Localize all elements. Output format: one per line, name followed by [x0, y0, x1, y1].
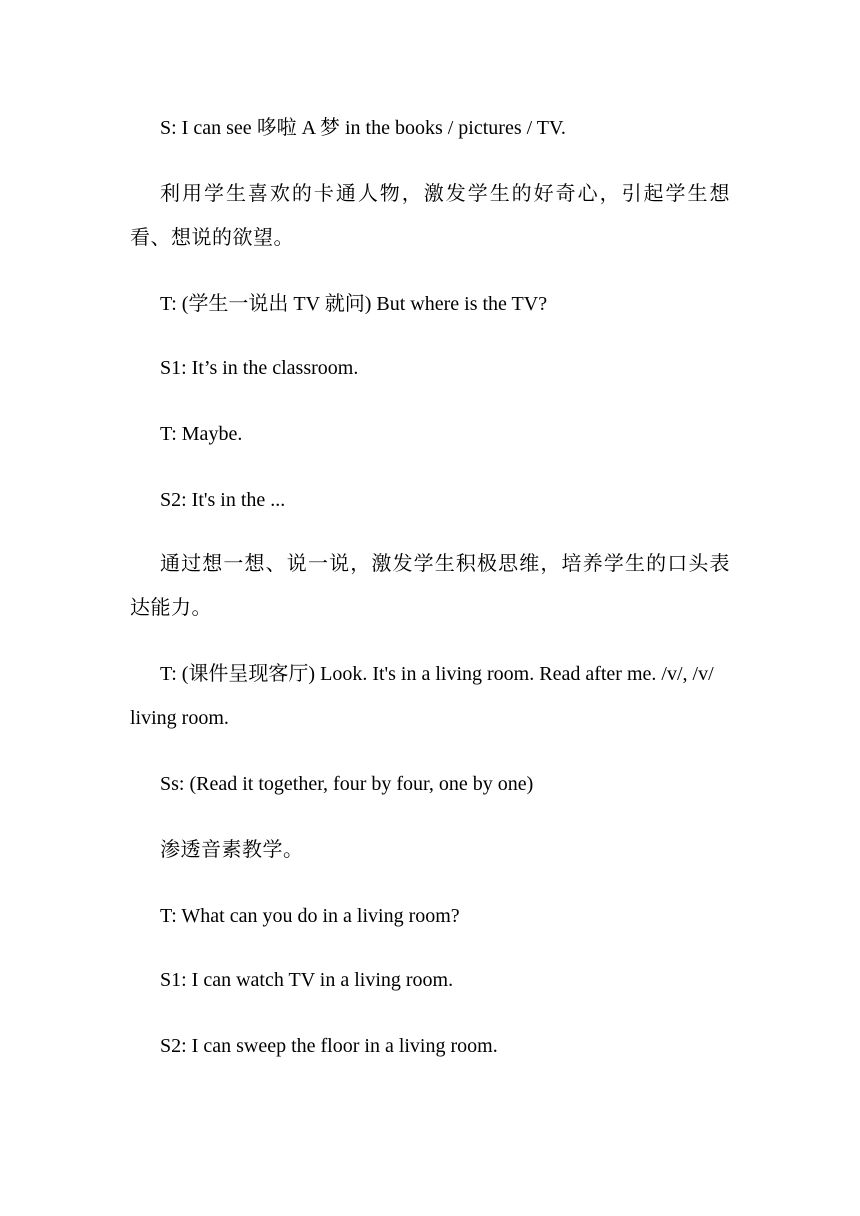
paragraph-5: T: Maybe. [160, 423, 243, 445]
paragraph-6: S2: It's in the ... [160, 489, 286, 511]
paragraph-8: T: (课件呈现客厅) Look. It's in a living room. Read after me. /v/, /v/ living room. [130, 663, 714, 729]
paragraph-9: Ss: (Read it together, four by four, one by one) [160, 773, 534, 795]
paragraph-13: S2: I can sweep the floor in a living room. [160, 1035, 498, 1057]
paragraph-1: S: I can see 哆啦 A 梦 in the books / pictures / TV. [160, 117, 566, 139]
paragraph-10: 渗透音素教学。 [160, 839, 304, 861]
paragraph-3: T: (学生一说出 TV 就问) But where is the TV? [160, 293, 548, 315]
paragraph-4: S1: It’s in the classroom. [160, 357, 359, 379]
paragraph-12: S1: I can watch TV in a living room. [160, 969, 454, 991]
paragraph-11: T: What can you do in a living room? [160, 905, 460, 927]
paragraph-7: 通过想一想、说一说，激发学生积极思维，培养学生的口头表达能力。 [130, 553, 730, 619]
paragraph-2: 利用学生喜欢的卡通人物，激发学生的好奇心，引起学生想看、想说的欲望。 [130, 183, 730, 249]
